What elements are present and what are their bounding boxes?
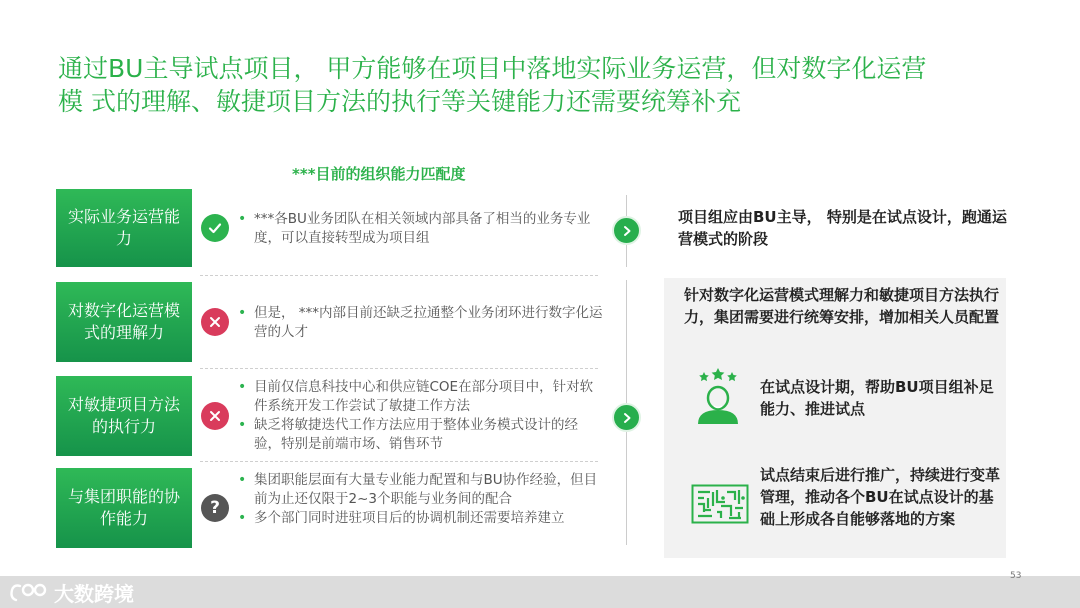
row-3-bullets [236,378,604,454]
brand-logo-icon [8,580,48,604]
support-item-2: 试点结束后进行推广，持续进行变革管理，推动各个BU在试点设计的基础上形成各自能够落地的方案 [760,466,1001,528]
panel-heading: 针对数字化运营模式理解力和敏捷项目方法执行力，集团需要进行统筹安排，增加相关人员配置 [684,286,1000,326]
cross-icon [201,308,229,336]
capability-label-4: 与集团职能的协作能力 [56,468,192,548]
bullet-item: • ***各BU业务团队在相关领域内部具备了相当的业务专业度，可以直接转型成为项目组 [236,210,604,248]
chevron-right-icon [612,216,641,245]
row-divider [200,368,598,369]
footer-bar [0,576,1080,608]
title-line-2: 模 式的理解、敏捷项目方法的执行等关键能力还需要统筹补充 [58,87,741,116]
row-divider [200,275,598,276]
section-subheading: ***目前的组织能力匹配度 [292,165,466,183]
row-divider [200,461,598,462]
chevron-right-icon [612,403,641,432]
row-1-bullets [236,210,604,248]
page-title [58,52,1018,118]
brand-logo [8,576,134,608]
bullet-item: • 缺乏将敏捷迭代工作方法应用于整体业务模式设计的经验，特别是前端市场、销售环节 [236,416,604,454]
bu-lead-text: 项目组应由BU主导， 特别是在试点设计，跑通运营模式的阶段 [678,208,1007,248]
bullet-item: • 集团职能层面有大量专业能力配置和与BU协作经验，但目前为止还仅限于2~3个职能与业务间的配合 [236,471,604,509]
capability-label-1: 实际业务运营能力 [56,189,192,267]
question-icon: ? [201,494,229,522]
maze-icon [691,484,749,524]
brand-logo-text: 大数跨境 [54,581,134,606]
page-number: 53 [1010,571,1022,581]
bullet-item: • 多个部门同时进驻项目后的协调机制还需要培养建立 [236,509,604,528]
capability-label-2: 对数字化运营模式的理解力 [56,282,192,362]
bullet-item: • 目前仅信息科技中心和供应链COE在部分项目中，针对软件系统开发工作尝试了敏捷工作方法 [236,378,604,416]
title-line-1: 通过BU主导试点项目， 甲方能够在项目中落地实际业务运营，但对数字化运营 [58,54,927,83]
row-2-bullets [236,304,604,342]
person-stars-icon [690,366,746,426]
support-item-1: 在试点设计期，帮助BU项目组补足能力、推进试点 [760,378,994,418]
capability-label-3: 对敏捷项目方法的执行力 [56,376,192,456]
check-icon [201,214,229,242]
row-4-bullets [236,471,604,528]
cross-icon [201,402,229,430]
bullet-item: • 但是， ***内部目前还缺乏拉通整个业务闭环进行数字化运营的人才 [236,304,604,342]
